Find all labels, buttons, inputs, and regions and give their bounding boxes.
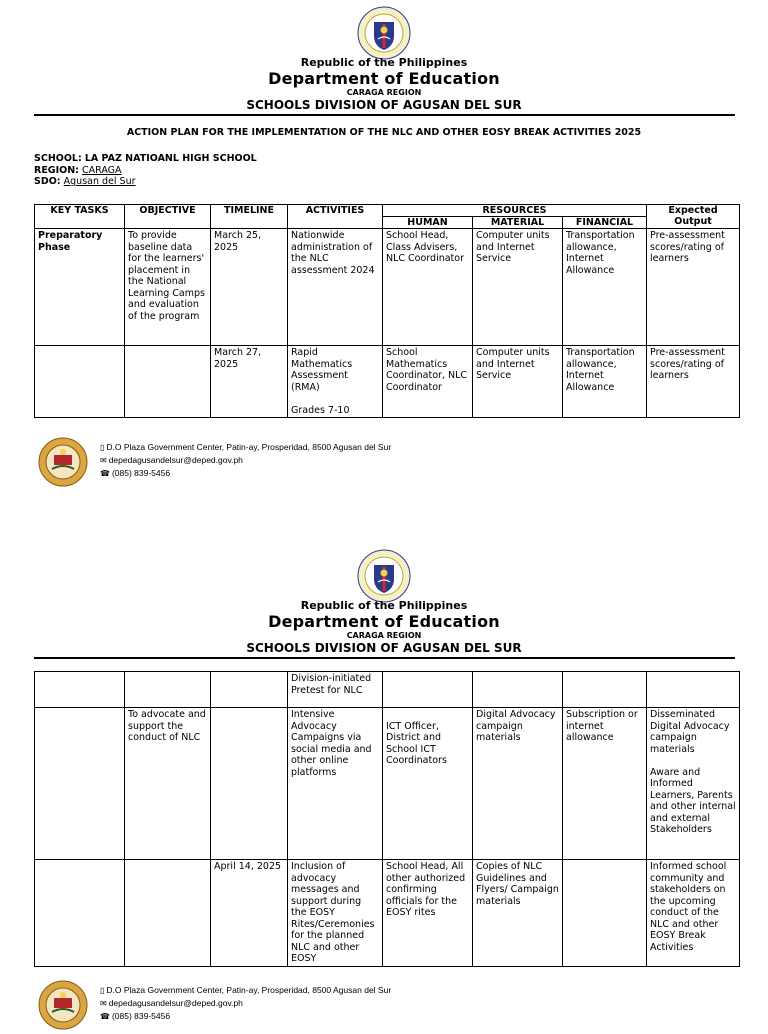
page-footer	[38, 437, 738, 491]
header-financial: FINANCIAL	[563, 217, 647, 229]
table-row	[35, 229, 740, 346]
cell-output: Pre-assessment scores/rating of learners	[647, 346, 740, 418]
plan-title: ACTION PLAN FOR THE IMPLEMENTATION OF THE NLC AND OTHER EOSY BREAK ACTIVITIES 2025	[126, 127, 642, 138]
action-plan-table-continued	[34, 671, 740, 967]
cell-timeline: April 14, 2025	[211, 860, 288, 967]
header-rule	[34, 114, 735, 116]
cell-material: Computer units and Internet Service	[473, 346, 563, 418]
header-objective: OBJECTIVE	[125, 205, 211, 229]
cell-human: School Head, Class Advisers, NLC Coordinator	[383, 229, 473, 346]
sdo-line: SDO: Agusan del Sur	[34, 176, 136, 187]
header-rule	[34, 657, 735, 659]
action-plan-table	[34, 204, 740, 418]
table-row	[35, 708, 740, 860]
cell-key-task	[35, 860, 125, 967]
footer-contact	[100, 441, 391, 480]
table-header-row	[35, 205, 740, 217]
cell-financial: Transportation allowance, Internet Allowance	[563, 229, 647, 346]
region-text: CARAGA REGION	[346, 631, 422, 640]
table-row	[35, 346, 740, 418]
school-info	[34, 153, 257, 188]
cell-key-task	[35, 346, 125, 418]
cell-timeline	[211, 672, 288, 708]
cell-material	[473, 672, 563, 708]
header-key-tasks: KEY TASKS	[35, 205, 125, 229]
cell-timeline	[211, 708, 288, 860]
division-seal-icon	[38, 980, 88, 1030]
header-timeline: TIMELINE	[211, 205, 288, 229]
cell-timeline: March 25, 2025	[211, 229, 288, 346]
cell-output: Disseminated Digital Advocacy campaign materials Aware and Informed Learners, Parents and other internal and external Stakeholders	[647, 708, 740, 860]
cell-activities: Inclusion of advocacy messages and support during the EOSY Rites/Ceremonies for the planned NLC and other EOSY	[288, 860, 383, 967]
deped-seal-icon	[357, 549, 411, 603]
cell-activities: Nationwide administration of the NLC assessment 2024	[288, 229, 383, 346]
cell-objective	[125, 672, 211, 708]
phone-icon: ☎	[100, 469, 110, 478]
cell-human: School Head, All other authorized confirming officials for the EOSY rites	[383, 860, 473, 967]
cell-material: Copies of NLC Guidelines and Flyers/ Campaign materials	[473, 860, 563, 967]
cell-objective: To provide baseline data for the learners' placement in the National Learning Camps and evaluation of the program	[125, 229, 211, 346]
cell-key-task	[35, 672, 125, 708]
cell-output	[647, 672, 740, 708]
cell-financial	[563, 672, 647, 708]
email-icon: ✉	[100, 999, 107, 1008]
region-text: CARAGA REGION	[346, 88, 422, 97]
header-activities: ACTIVITIES	[288, 205, 383, 229]
footer-contact	[100, 984, 391, 1023]
footer-phone-line: ☎ (085) 839-5456	[100, 468, 171, 478]
header-resources: RESOURCES	[383, 205, 647, 217]
header-human: HUMAN	[383, 217, 473, 229]
table-row	[35, 672, 740, 708]
table-row	[35, 860, 740, 967]
cell-human: ICT Officer, District and School ICT Coordinators	[383, 708, 473, 860]
cell-material: Computer units and Internet Service	[473, 229, 563, 346]
cell-timeline: March 27, 2025	[211, 346, 288, 418]
phone-icon: ☎	[100, 1012, 110, 1021]
cell-financial: Transportation allowance, Internet Allowance	[563, 346, 647, 418]
cell-activities: Intensive Advocacy Campaigns via social media and other online platforms	[288, 708, 383, 860]
cell-financial: Subscription or internet allowance	[563, 708, 647, 860]
school-line: SCHOOL: LA PAZ NATIOANL HIGH SCHOOL	[34, 153, 257, 164]
division-seal-icon	[38, 437, 88, 487]
cell-material: Digital Advocacy campaign materials	[473, 708, 563, 860]
location-icon: ▯	[100, 443, 105, 452]
footer-email-line: ✉ depedagusandelsur@deped.gov.ph	[100, 455, 243, 465]
cell-key-task	[35, 708, 125, 860]
department-title: Department of Education	[268, 69, 500, 88]
footer-address-line: ▯ D.O Plaza Government Center, Patin-ay, Prosperidad, 8500 Agusan del Sur	[100, 985, 392, 995]
division-title: SCHOOLS DIVISION OF AGUSAN DEL SUR	[246, 641, 522, 655]
page-footer	[38, 980, 738, 1034]
location-icon: ▯	[100, 986, 105, 995]
department-title: Department of Education	[268, 612, 500, 631]
republic-text: Republic of the Philippines	[300, 599, 468, 612]
cell-activities: Division-initiated Pretest for NLC	[288, 672, 383, 708]
footer-email-line: ✉ depedagusandelsur@deped.gov.ph	[100, 998, 243, 1008]
header-material: MATERIAL	[473, 217, 563, 229]
division-title: SCHOOLS DIVISION OF AGUSAN DEL SUR	[246, 98, 522, 112]
document-page-2	[0, 543, 768, 1024]
cell-human: School Mathematics Coordinator, NLC Coordinator	[383, 346, 473, 418]
cell-objective: To advocate and support the conduct of NLC	[125, 708, 211, 860]
deped-seal-icon	[357, 6, 411, 60]
region-line: REGION: CARAGA	[34, 164, 122, 176]
cell-output: Pre-assessment scores/rating of learners	[647, 229, 740, 346]
cell-financial	[563, 860, 647, 967]
footer-phone-line: ☎ (085) 839-5456	[100, 1011, 171, 1021]
cell-key-task: Preparatory Phase	[35, 229, 125, 346]
cell-objective	[125, 346, 211, 418]
cell-output: Informed school community and stakeholders on the upcoming conduct of the NLC and other EOSY Break Activities	[647, 860, 740, 967]
footer-address-line: ▯ D.O Plaza Government Center, Patin-ay, Prosperidad, 8500 Agusan del Sur	[100, 442, 392, 452]
header-expected-output: Expected Output	[647, 205, 740, 229]
email-icon: ✉	[100, 456, 107, 465]
republic-text: Republic of the Philippines	[300, 56, 468, 69]
cell-human	[383, 672, 473, 708]
cell-activities: Rapid Mathematics Assessment (RMA) Grades 7-10	[288, 346, 383, 418]
cell-objective	[125, 860, 211, 967]
